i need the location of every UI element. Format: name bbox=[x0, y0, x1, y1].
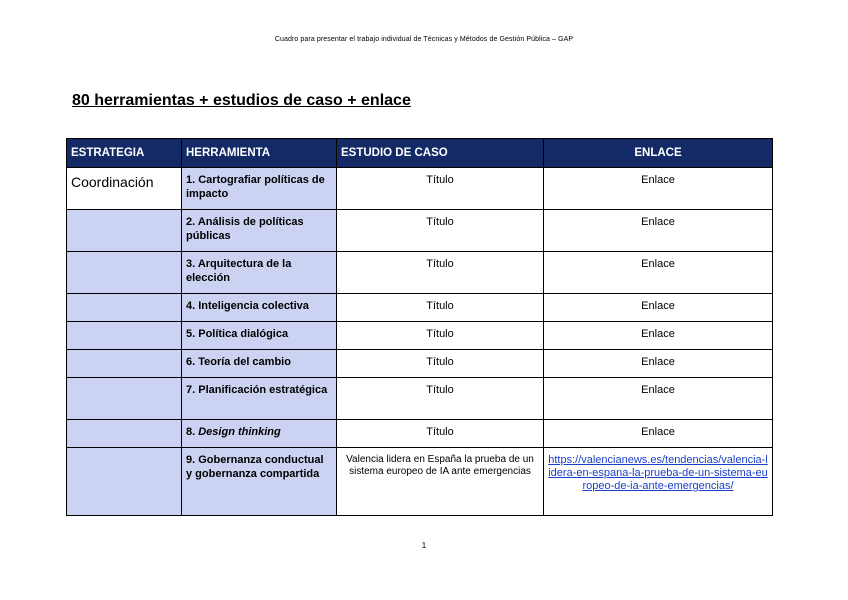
table-row bbox=[67, 168, 773, 210]
table-header-row bbox=[67, 139, 773, 168]
case-study-cell: Título bbox=[337, 378, 544, 420]
tool-cell: 9. Gobernanza conductual y gobernanza compartida bbox=[182, 448, 337, 516]
case-study-cell: Título bbox=[337, 350, 544, 378]
tools-table bbox=[66, 138, 773, 516]
tool-cell: 6. Teoría del cambio bbox=[182, 350, 337, 378]
link-cell: Enlace bbox=[544, 168, 773, 210]
column-header-estudio: ESTUDIO DE CASO bbox=[337, 139, 544, 168]
case-study-cell: Valencia lidera en España la prueba de un sistema europeo de IA ante emergencias bbox=[337, 448, 544, 516]
strategy-cell bbox=[67, 294, 182, 322]
tool-cell bbox=[182, 420, 337, 448]
case-study-cell: Título bbox=[337, 252, 544, 294]
table-row bbox=[67, 448, 773, 516]
strategy-cell bbox=[67, 350, 182, 378]
tool-name-italic: Design thinking bbox=[198, 426, 281, 438]
table-row bbox=[67, 322, 773, 350]
page-number: 1 bbox=[421, 541, 427, 550]
tool-cell: 3. Arquitectura de la elección bbox=[182, 252, 337, 294]
table-row bbox=[67, 378, 773, 420]
case-study-cell: Título bbox=[337, 420, 544, 448]
strategy-cell bbox=[67, 322, 182, 350]
link-cell: Enlace bbox=[544, 322, 773, 350]
case-study-cell: Título bbox=[337, 210, 544, 252]
column-header-estrategia: ESTRATEGIA bbox=[67, 139, 182, 168]
case-study-link[interactable]: https://valencianews.es/tendencias/valencia-lidera-en-espana-la-prueba-de-un-sistema-europeo-de-ia-ante-emergencias/ bbox=[548, 454, 768, 492]
case-study-cell: Título bbox=[337, 168, 544, 210]
page-header: Cuadro para presentar el trabajo individual de Técnicas y Métodos de Gestión Pública – GAP bbox=[274, 36, 574, 43]
tool-cell: 4. Inteligencia colectiva bbox=[182, 294, 337, 322]
case-study-cell: Título bbox=[337, 322, 544, 350]
strategy-cell bbox=[67, 210, 182, 252]
table-row bbox=[67, 350, 773, 378]
strategy-cell bbox=[67, 252, 182, 294]
tool-cell: 5. Política dialógica bbox=[182, 322, 337, 350]
tool-cell: 7. Planificación estratégica bbox=[182, 378, 337, 420]
tool-cell: 1. Cartografiar políticas de impacto bbox=[182, 168, 337, 210]
link-cell bbox=[544, 448, 773, 516]
tool-number: 8. bbox=[186, 426, 199, 438]
table-row bbox=[67, 252, 773, 294]
table-row bbox=[67, 294, 773, 322]
tool-cell: 2. Análisis de políticas públicas bbox=[182, 210, 337, 252]
column-header-enlace: ENLACE bbox=[544, 139, 773, 168]
table-row bbox=[67, 420, 773, 448]
link-cell: Enlace bbox=[544, 294, 773, 322]
document-title: 80 herramientas + estudios de caso + enlace bbox=[72, 92, 411, 109]
link-cell: Enlace bbox=[544, 210, 773, 252]
strategy-cell bbox=[67, 378, 182, 420]
case-study-cell: Título bbox=[337, 294, 544, 322]
strategy-cell bbox=[67, 420, 182, 448]
link-cell: Enlace bbox=[544, 420, 773, 448]
column-header-herramienta: HERRAMIENTA bbox=[182, 139, 337, 168]
link-cell: Enlace bbox=[544, 350, 773, 378]
strategy-cell bbox=[67, 448, 182, 516]
link-cell: Enlace bbox=[544, 252, 773, 294]
table-row bbox=[67, 210, 773, 252]
strategy-cell: Coordinación bbox=[67, 168, 182, 210]
link-cell: Enlace bbox=[544, 378, 773, 420]
